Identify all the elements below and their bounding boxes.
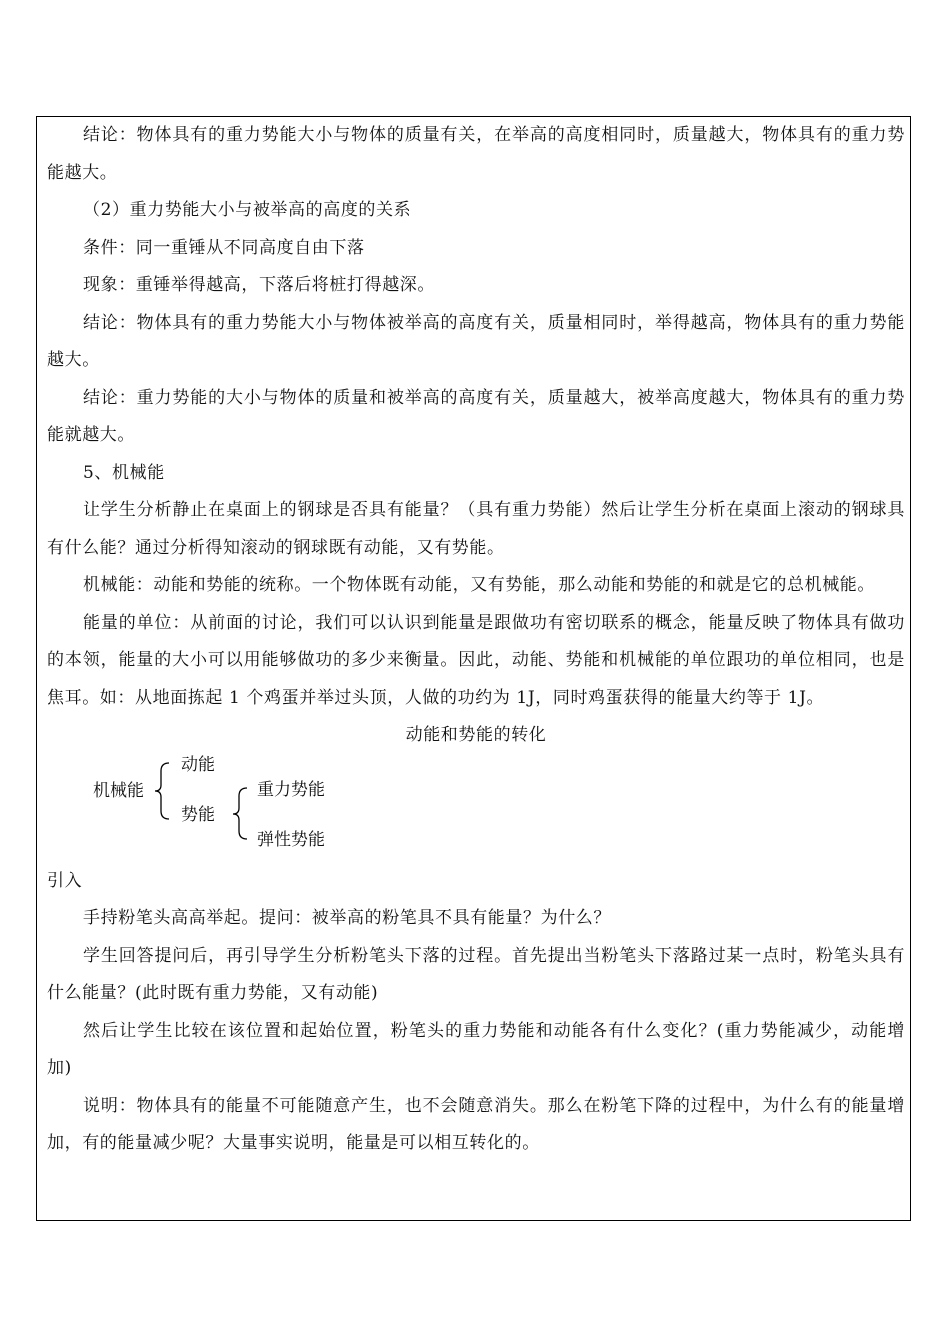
paragraph-chalk-question: 手持粉笔头高高举起。提问：被举高的粉笔具不具有能量？为什么？ bbox=[83, 908, 611, 928]
document-body bbox=[47, 117, 905, 1163]
energy-classification-diagram bbox=[47, 755, 905, 863]
brace-lines bbox=[47, 755, 905, 863]
paragraph-compare-positions: 然后让学生比较在该位置和起始位置，粉笔头的重力势能和动能各有什么变化？(重力势能减少，动能增加) bbox=[47, 1020, 905, 1078]
section-title: 动能和势能的转化 bbox=[405, 725, 547, 745]
section-heading-mechanical-energy: 5、机械能 bbox=[83, 462, 165, 483]
paragraph-heading-height-relation: （2）重力势能大小与被举高的高度的关系 bbox=[83, 200, 412, 220]
diagram-elastic-potential: 弹性势能 bbox=[257, 829, 325, 850]
paragraph-chalk-falling: 学生回答提问后，再引导学生分析粉笔头下落的过程。首先提出当粉笔头下落路过某一点时，粉笔头具有什么能量？(此时既有重力势能，又有动能) bbox=[47, 945, 905, 1003]
label-introduction: 引入 bbox=[47, 870, 83, 891]
paragraph-conclusion-mass: 结论：物体具有的重力势能大小与物体的质量有关，在举高的高度相同时，质量越大，物体具有的重力势能越大。 bbox=[47, 125, 905, 183]
paragraph-steel-ball: 让学生分析静止在桌面上的钢球是否具有能量？（具有重力势能）然后让学生分析在桌面上滚动的钢球具有什么能？通过分析得知滚动的钢球既有动能，又有势能。 bbox=[47, 500, 905, 558]
diagram-potential-energy: 势能 bbox=[181, 804, 215, 825]
paragraph-conclusion-height: 结论：物体具有的重力势能大小与物体被举高的高度有关，质量相同时，举得越高，物体具有的重力势能越大。 bbox=[47, 312, 905, 370]
diagram-gravitational-potential: 重力势能 bbox=[257, 779, 325, 800]
paragraph-condition: 条件：同一重锤从不同高度自由下落 bbox=[83, 237, 365, 258]
paragraph-energy-unit: 能量的单位：从前面的讨论，我们可以认识到能量是跟做功有密切联系的概念，能量反映了物体具有做功的本领，能量的大小可以用能够做功的多少来衡量。因此，动能、势能和机械能的单位跟功的单位相同，也是焦耳。如：从地面拣起 1 个鸡蛋并举过头顶，人做的功约为 1J，同时鸡蛋获得的能量大约等于 1J。 bbox=[47, 612, 905, 708]
paragraph-explanation: 说明：物体具有的能量不可能随意产生，也不会随意消失。那么在粉笔下降的过程中，为什么有的能量增加，有的能量减少呢？大量事实说明，能量是可以相互转化的。 bbox=[47, 1095, 905, 1153]
content-table-cell bbox=[36, 116, 911, 1221]
diagram-kinetic-energy: 动能 bbox=[181, 754, 215, 775]
paragraph-phenomenon: 现象：重锤举得越高，下落后将桩打得越深。 bbox=[83, 275, 435, 295]
diagram-root-mechanical-energy: 机械能 bbox=[93, 780, 144, 801]
paragraph-mechanical-energy-definition: 机械能：动能和势能的统称。一个物体既有动能，又有势能，那么动能和势能的和就是它的总机械能。 bbox=[83, 575, 875, 595]
paragraph-conclusion-combined: 结论：重力势能的大小与物体的质量和被举高的高度有关，质量越大，被举高度越大，物体具有的重力势能就越大。 bbox=[47, 387, 905, 445]
